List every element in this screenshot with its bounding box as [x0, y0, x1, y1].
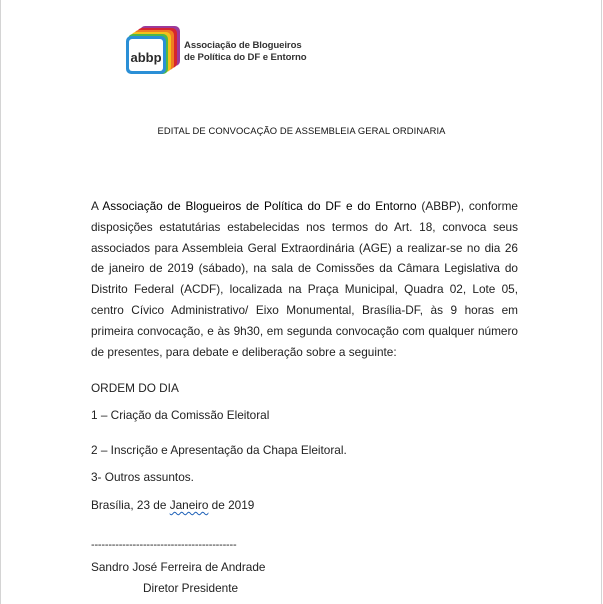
date-suffix: de 2019 — [208, 498, 255, 512]
signer-title: Diretor Presidente — [143, 581, 239, 595]
agenda-item-2: 2 – Inscrição e Apresentação da Chapa Eleitoral. — [91, 443, 347, 457]
logo-name — [184, 40, 307, 64]
logo-name-line1: Associação de Blogueiros — [184, 40, 302, 51]
page-left-edge — [0, 0, 1, 604]
logo-abbr: abbp — [130, 50, 162, 65]
body-prefix: A — [91, 199, 103, 213]
date-month-spellcheck: Janeiro — [169, 498, 209, 512]
agenda-item-1: 1 – Criação da Comissão Eleitoral — [91, 408, 270, 422]
signature-line: ------------------------------------------ — [91, 539, 237, 551]
document-date — [91, 498, 254, 512]
agenda-item-3: 3- Outros assuntos. — [91, 470, 194, 484]
logo-name-line2: de Política do DF e Entorno — [184, 52, 307, 63]
signer-name: Sandro José Ferreira de Andrade — [91, 560, 266, 574]
body-text: (ABBP), conforme disposições estatutárias estabelecidas nos termos do Art. 18, convoca seus associados para Assembleia Geral Extraordinária (AGE) a realizar-se no dia 26 de janeiro de 2019 (sábado), na sala de Comissões da Câmara Legislativa do Distrito Federal (ACDF), localizada na Praça Municipal, Quadra 02, Lote 05, centro Cívico Administrativo/ Eixo Monumental, Brasília-DF, às 9 horas em primeira convocação, e às 9h30, em segunda convocação com qualquer número de presentes, para debate e deliberação sobre a seguinte: — [91, 199, 518, 359]
abbp-logo — [126, 24, 316, 76]
body-paragraph — [91, 196, 518, 362]
agenda-heading: ORDEM DO DIA — [91, 381, 179, 395]
abbp-logo-mark — [126, 24, 184, 76]
date-prefix: Brasília, 23 de — [91, 498, 170, 512]
organization-name: Associação de Blogueiros de Política do DF e do Entorno — [102, 199, 417, 213]
page-right-edge — [601, 0, 602, 604]
document-title: EDITAL DE CONVOCAÇÃO DE ASSEMBLEIA GERAL ORDINARIA — [157, 125, 446, 136]
